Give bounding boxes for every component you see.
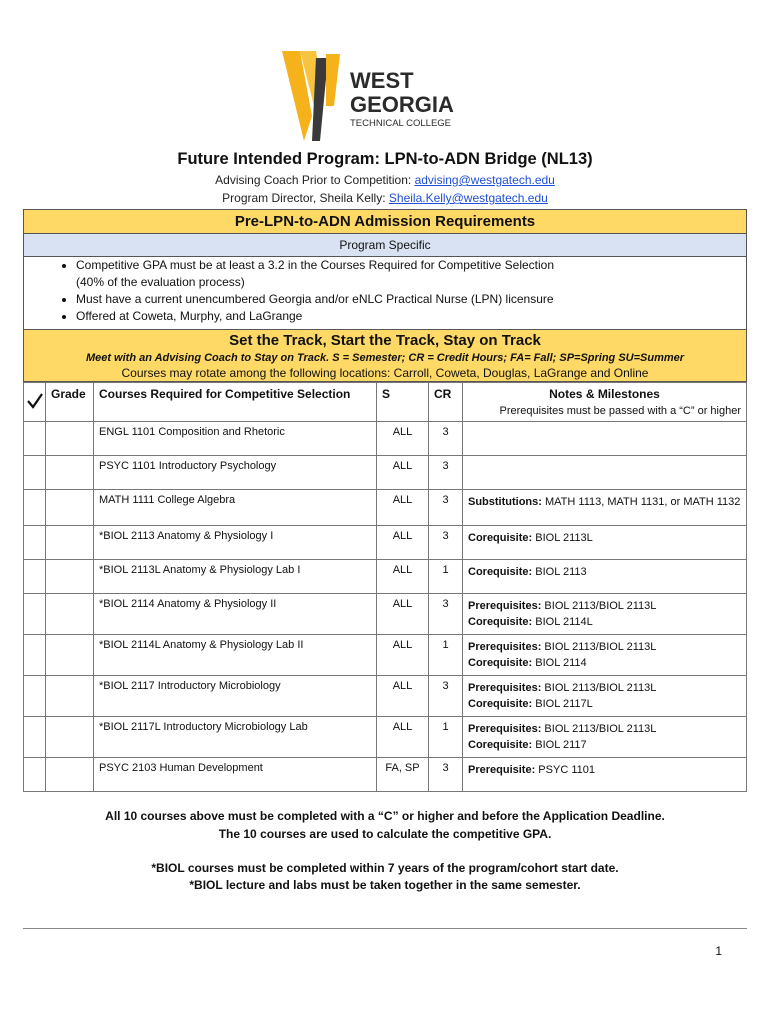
footer-note-2: The 10 courses are used to calculate the competitive GPA. <box>218 827 552 841</box>
advising-label: Advising Coach Prior to Competition: <box>215 173 415 187</box>
footer-divider <box>23 928 747 929</box>
track-locations: Courses may rotate among the following locations: Carroll, Coweta, Douglas, LaGrange and Online <box>121 366 649 380</box>
semester-cell: ALL <box>377 526 429 560</box>
note-label: Prerequisites: <box>468 600 542 612</box>
credit-header: CR <box>429 383 463 422</box>
notes-cell <box>463 422 747 456</box>
requirement-item: • Competitive GPA must be at least a 3.2 in the Courses Required for Competitive Selection (40% of the evaluation process) <box>76 257 746 291</box>
credit-cell: 1 <box>429 560 463 594</box>
page-title: Future Intended Program: LPN-to-ADN Bridge (NL13) <box>177 150 593 168</box>
director-label: Program Director, Sheila Kelly: <box>222 191 389 205</box>
note-line <box>468 696 741 712</box>
note-label: Corequisite: <box>468 566 533 578</box>
footer-note-1: All 10 courses above must be completed with a “C” or higher and before the Application Deadline. <box>105 809 665 823</box>
credit-cell: 3 <box>429 526 463 560</box>
semester-cell: FA, SP <box>377 758 429 792</box>
note-label: Corequisite: <box>468 616 533 628</box>
admission-heading: Pre-LPN-to-ADN Admission Requirements <box>23 209 747 234</box>
grade-cell[interactable] <box>46 560 94 594</box>
note-text: BIOL 2113/BIOL 2113L <box>541 641 657 653</box>
semester-cell: ALL <box>377 594 429 635</box>
credit-cell: 3 <box>429 676 463 717</box>
note-text: BIOL 2117L <box>532 698 593 710</box>
notes-cell <box>463 560 747 594</box>
note-text: PSYC 1101 <box>535 764 595 776</box>
track-heading: Set the Track, Start the Track, Stay on Track <box>229 332 541 349</box>
credit-cell: 1 <box>429 635 463 676</box>
course-cell: PSYC 2103 Human Development <box>94 758 377 792</box>
course-cell: *BIOL 2113 Anatomy & Physiology I <box>94 526 377 560</box>
advising-email-link[interactable]: advising@westgatech.edu <box>414 173 555 187</box>
table-row <box>24 490 747 526</box>
course-cell: ENGL 1101 Composition and Rhetoric <box>94 422 377 456</box>
director-email-link[interactable]: Sheila.Kelly@westgatech.edu <box>388 191 548 205</box>
semester-header: S <box>377 383 429 422</box>
grade-cell[interactable] <box>46 456 94 490</box>
notes-cell <box>463 717 747 758</box>
course-cell: MATH 1111 College Algebra <box>94 490 377 526</box>
footer-note-4: *BIOL lecture and labs must be taken together in the same semester. <box>189 878 581 892</box>
table-row <box>24 526 747 560</box>
checkbox-cell[interactable] <box>24 594 46 635</box>
grade-cell[interactable] <box>46 717 94 758</box>
checkbox-cell[interactable] <box>24 676 46 717</box>
checkmark-icon <box>26 392 44 410</box>
table-row <box>24 676 747 717</box>
note-line <box>468 721 741 737</box>
check-column-header <box>24 383 46 422</box>
grade-cell[interactable] <box>46 594 94 635</box>
notes-header: Notes & Milestones Prerequisites must be passed with a “C” or higher <box>463 383 747 422</box>
note-label: Corequisite: <box>468 532 533 544</box>
requirement-item: • Offered at Coweta, Murphy, and LaGrange <box>76 308 746 325</box>
notes-cell <box>463 490 747 526</box>
grade-cell[interactable] <box>46 422 94 456</box>
track-section <box>23 329 747 382</box>
logo-line3: TECHNICAL COLLEGE <box>350 118 452 129</box>
note-label: Corequisite: <box>468 739 533 751</box>
footer-note-3: *BIOL courses must be completed within 7 years of the program/cohort start date. <box>151 861 619 875</box>
semester-cell: ALL <box>377 676 429 717</box>
course-cell: *BIOL 2113L Anatomy & Physiology Lab I <box>94 560 377 594</box>
note-line <box>468 564 741 580</box>
note-line <box>468 614 741 630</box>
credit-cell: 3 <box>429 422 463 456</box>
note-label: Corequisite: <box>468 657 533 669</box>
grade-cell[interactable] <box>46 676 94 717</box>
table-row <box>24 456 747 490</box>
checkbox-cell[interactable] <box>24 560 46 594</box>
notes-cell <box>463 456 747 490</box>
note-label: Prerequisites: <box>468 641 542 653</box>
checkbox-cell[interactable] <box>24 526 46 560</box>
note-text: BIOL 2113/BIOL 2113L <box>541 600 657 612</box>
grade-cell[interactable] <box>46 758 94 792</box>
note-text: BIOL 2114L <box>532 616 593 628</box>
note-text: MATH 1113, MATH 1131, or MATH 1132 <box>541 496 741 508</box>
semester-cell: ALL <box>377 490 429 526</box>
grade-cell[interactable] <box>46 490 94 526</box>
course-header: Courses Required for Competitive Selection <box>94 383 377 422</box>
note-label: Substitutions: <box>468 496 542 508</box>
credit-cell: 3 <box>429 490 463 526</box>
logo-line1: WEST <box>350 68 414 93</box>
note-label: Corequisite: <box>468 698 533 710</box>
note-label: Prerequisites: <box>468 682 542 694</box>
checkbox-cell[interactable] <box>24 758 46 792</box>
semester-cell: ALL <box>377 635 429 676</box>
note-line <box>468 737 741 753</box>
admission-requirements <box>23 257 747 329</box>
credit-cell: 3 <box>429 456 463 490</box>
checkbox-cell[interactable] <box>24 490 46 526</box>
table-row <box>24 717 747 758</box>
semester-cell: ALL <box>377 560 429 594</box>
checkbox-cell[interactable] <box>24 635 46 676</box>
track-key: Meet with an Advising Coach to Stay on Track. S = Semester; CR = Credit Hours; FA= Fall; SP=Spring SU=Summer <box>85 352 685 364</box>
semester-cell: ALL <box>377 456 429 490</box>
note-line <box>468 762 741 778</box>
course-cell: *BIOL 2114L Anatomy & Physiology Lab II <box>94 635 377 676</box>
grade-cell[interactable] <box>46 526 94 560</box>
logo-line2: GEORGIA <box>350 92 454 117</box>
table-row <box>24 422 747 456</box>
note-text: BIOL 2113 <box>532 566 587 578</box>
note-label: Prerequisite: <box>468 764 536 776</box>
notes-cell <box>463 758 747 792</box>
note-text: BIOL 2113L <box>532 532 593 544</box>
college-logo <box>282 46 482 146</box>
table-row <box>24 594 747 635</box>
note-text: BIOL 2117 <box>532 739 587 751</box>
director-line <box>0 191 770 205</box>
admission-subheading: Program Specific <box>23 234 747 257</box>
notes-cell <box>463 526 747 560</box>
credit-cell: 3 <box>429 758 463 792</box>
note-line <box>468 494 741 510</box>
table-row <box>24 635 747 676</box>
notes-cell <box>463 635 747 676</box>
note-text: BIOL 2114 <box>532 657 587 669</box>
note-line <box>468 530 741 546</box>
grade-header: Grade <box>46 383 94 422</box>
notes-cell <box>463 676 747 717</box>
note-line <box>468 598 741 614</box>
note-text: BIOL 2113/BIOL 2113L <box>541 723 657 735</box>
credit-cell: 3 <box>429 594 463 635</box>
page-number: 1 <box>715 944 722 958</box>
grade-cell[interactable] <box>46 635 94 676</box>
checkbox-cell[interactable] <box>24 422 46 456</box>
notes-cell <box>463 594 747 635</box>
table-row <box>24 758 747 792</box>
note-line <box>468 639 741 655</box>
requirement-item: • Must have a current unencumbered Georgia and/or eNLC Practical Nurse (LPN) licensure <box>76 291 746 308</box>
note-text: BIOL 2113/BIOL 2113L <box>541 682 657 694</box>
courses-table <box>23 382 747 792</box>
course-cell: *BIOL 2114 Anatomy & Physiology II <box>94 594 377 635</box>
note-label: Prerequisites: <box>468 723 542 735</box>
course-cell: *BIOL 2117 Introductory Microbiology <box>94 676 377 717</box>
credit-cell: 1 <box>429 717 463 758</box>
table-row <box>24 560 747 594</box>
course-cell: *BIOL 2117L Introductory Microbiology Lab <box>94 717 377 758</box>
notes-subheader: Prerequisites must be passed with a “C” or higher <box>499 405 741 417</box>
advising-line <box>0 173 770 187</box>
checkbox-cell[interactable] <box>24 717 46 758</box>
course-cell: PSYC 1101 Introductory Psychology <box>94 456 377 490</box>
semester-cell: ALL <box>377 717 429 758</box>
note-line <box>468 655 741 671</box>
semester-cell: ALL <box>377 422 429 456</box>
note-line <box>468 680 741 696</box>
checkbox-cell[interactable] <box>24 456 46 490</box>
